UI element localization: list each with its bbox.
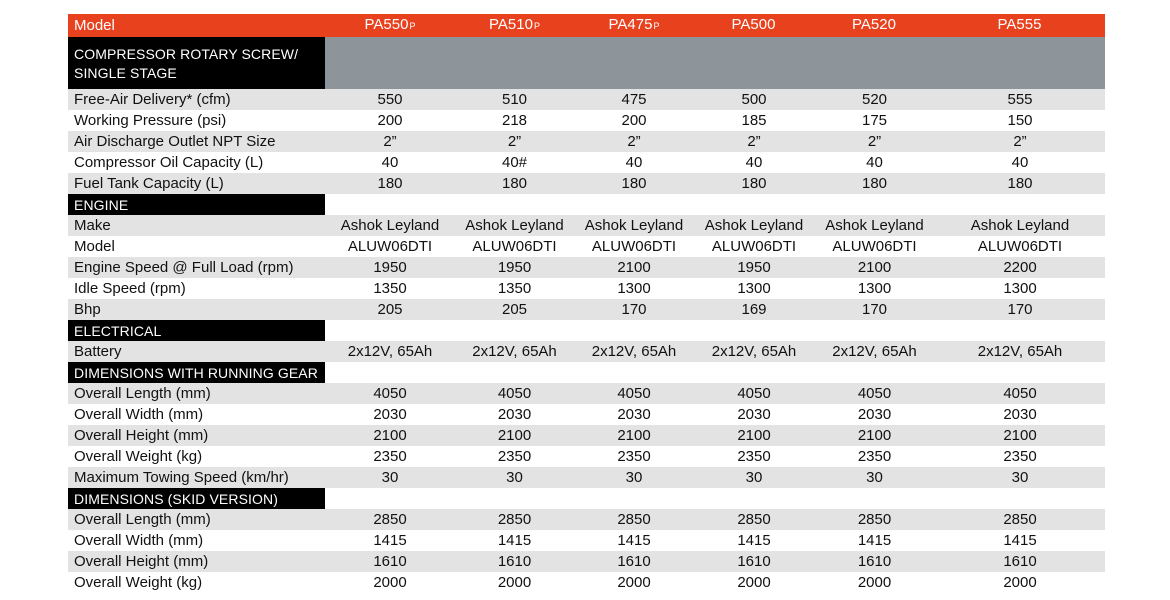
value-cell: ALUW06DTI	[814, 236, 935, 257]
row-label: Engine Speed @ Full Load (rpm)	[68, 257, 325, 278]
value-cell: 2100	[814, 425, 935, 446]
value-cell: 2”	[325, 131, 455, 152]
value-cell: 180	[325, 173, 455, 194]
row-label: Maximum Towing Speed (km/hr)	[68, 467, 325, 488]
value-cell: 2x12V, 65Ah	[694, 341, 814, 362]
value-cell: 2”	[935, 131, 1105, 152]
value-cell: 200	[574, 110, 694, 131]
value-cell: 40	[325, 152, 455, 173]
value-cell: Ashok Leyland	[694, 215, 814, 236]
value-cell: 1610	[455, 551, 574, 572]
table-row	[68, 383, 1105, 404]
value-cell: 40	[694, 152, 814, 173]
value-cell: 2350	[694, 446, 814, 467]
value-cell: 30	[935, 467, 1105, 488]
value-cell: 2030	[455, 404, 574, 425]
row-label: Make	[68, 215, 325, 236]
value-cell: 1415	[574, 530, 694, 551]
value-cell: 30	[574, 467, 694, 488]
model-header-label: Model	[68, 14, 325, 37]
row-label: Overall Length (mm)	[68, 509, 325, 530]
value-cell: 4050	[325, 383, 455, 404]
value-cell: 2350	[574, 446, 694, 467]
value-cell: 2100	[694, 425, 814, 446]
value-cell: 2100	[574, 425, 694, 446]
value-cell: 175	[814, 110, 935, 131]
section-header-electrical	[68, 320, 1105, 341]
value-cell: 1610	[325, 551, 455, 572]
spec-table	[68, 14, 1105, 593]
value-cell: 2030	[325, 404, 455, 425]
value-cell: 2x12V, 65Ah	[325, 341, 455, 362]
value-cell: 1300	[814, 278, 935, 299]
value-cell: 30	[455, 467, 574, 488]
value-cell: 1950	[455, 257, 574, 278]
value-cell: 2850	[455, 509, 574, 530]
section-title: COMPRESSOR ROTARY SCREW/ SINGLE STAGE	[68, 37, 325, 89]
value-cell: 180	[694, 173, 814, 194]
value-cell: 40#	[455, 152, 574, 173]
table-row	[68, 215, 1105, 236]
value-cell: Ashok Leyland	[574, 215, 694, 236]
value-cell: 1415	[325, 530, 455, 551]
value-cell: 2000	[455, 572, 574, 593]
section-title: DIMENSIONS WITH RUNNING GEAR	[68, 362, 325, 383]
value-cell: 550	[325, 89, 455, 110]
value-cell: 180	[814, 173, 935, 194]
table-row	[68, 89, 1105, 110]
section-header-compressor	[68, 37, 1105, 89]
value-cell: 169	[694, 299, 814, 320]
section-title: ENGINE	[68, 194, 325, 215]
value-cell: 170	[935, 299, 1105, 320]
row-label: Air Discharge Outlet NPT Size	[68, 131, 325, 152]
value-cell: 200	[325, 110, 455, 131]
table-row	[68, 341, 1105, 362]
value-cell: 1415	[814, 530, 935, 551]
value-cell: 2000	[935, 572, 1105, 593]
row-label: Working Pressure (psi)	[68, 110, 325, 131]
value-cell: 4050	[694, 383, 814, 404]
header-row	[68, 14, 1105, 37]
value-cell: 1415	[455, 530, 574, 551]
value-cell: 2350	[935, 446, 1105, 467]
value-cell: 2850	[935, 509, 1105, 530]
value-cell: 2350	[325, 446, 455, 467]
value-cell: 520	[814, 89, 935, 110]
table-row	[68, 425, 1105, 446]
table-row	[68, 299, 1105, 320]
section-title: ELECTRICAL	[68, 320, 325, 341]
row-label: Free-Air Delivery* (cfm)	[68, 89, 325, 110]
value-cell: 475	[574, 89, 694, 110]
spec-body	[68, 37, 1105, 593]
value-cell: 2000	[814, 572, 935, 593]
value-cell: 1415	[935, 530, 1105, 551]
row-label: Overall Weight (kg)	[68, 446, 325, 467]
value-cell: 2000	[694, 572, 814, 593]
value-cell: 2350	[814, 446, 935, 467]
value-cell: 2030	[814, 404, 935, 425]
row-label: Overall Height (mm)	[68, 551, 325, 572]
section-band	[325, 362, 1105, 383]
value-cell: 2”	[694, 131, 814, 152]
section-band	[325, 488, 1105, 509]
value-cell: 500	[694, 89, 814, 110]
value-cell: 1950	[325, 257, 455, 278]
model-header-pa550p: PA550P	[325, 14, 455, 37]
value-cell: Ashok Leyland	[325, 215, 455, 236]
value-cell: 1300	[935, 278, 1105, 299]
table-row	[68, 236, 1105, 257]
model-header-pa475p: PA475P	[574, 14, 694, 37]
value-cell: 40	[814, 152, 935, 173]
value-cell: 4050	[574, 383, 694, 404]
value-cell: ALUW06DTI	[574, 236, 694, 257]
value-cell: 1300	[694, 278, 814, 299]
table-row	[68, 404, 1105, 425]
value-cell: 2030	[574, 404, 694, 425]
value-cell: 2850	[694, 509, 814, 530]
table-row	[68, 446, 1105, 467]
value-cell: Ashok Leyland	[814, 215, 935, 236]
row-label: Bhp	[68, 299, 325, 320]
value-cell: 218	[455, 110, 574, 131]
value-cell: 30	[325, 467, 455, 488]
value-cell: ALUW06DTI	[325, 236, 455, 257]
table-row	[68, 572, 1105, 593]
value-cell: 30	[694, 467, 814, 488]
value-cell: 2850	[325, 509, 455, 530]
model-header-pa500: PA500	[694, 14, 814, 37]
value-cell: 4050	[814, 383, 935, 404]
value-cell: 4050	[935, 383, 1105, 404]
value-cell: ALUW06DTI	[455, 236, 574, 257]
section-header-skid	[68, 488, 1105, 509]
value-cell: 170	[574, 299, 694, 320]
table-row	[68, 152, 1105, 173]
value-cell: 180	[574, 173, 694, 194]
value-cell: 1610	[935, 551, 1105, 572]
row-label: Overall Height (mm)	[68, 425, 325, 446]
value-cell: 510	[455, 89, 574, 110]
value-cell: 2850	[574, 509, 694, 530]
value-cell: 150	[935, 110, 1105, 131]
table-row	[68, 278, 1105, 299]
value-cell: Ashok Leyland	[455, 215, 574, 236]
section-band	[325, 194, 1105, 215]
value-cell: 1610	[814, 551, 935, 572]
value-cell: 205	[325, 299, 455, 320]
value-cell: Ashok Leyland	[935, 215, 1105, 236]
value-cell: 2x12V, 65Ah	[814, 341, 935, 362]
value-cell: 40	[935, 152, 1105, 173]
value-cell: 1950	[694, 257, 814, 278]
table-row	[68, 467, 1105, 488]
row-label: Compressor Oil Capacity (L)	[68, 152, 325, 173]
table-row	[68, 509, 1105, 530]
section-header-running-gear	[68, 362, 1105, 383]
value-cell: 2000	[574, 572, 694, 593]
row-label: Overall Length (mm)	[68, 383, 325, 404]
value-cell: 2100	[574, 257, 694, 278]
table-row	[68, 110, 1105, 131]
value-cell: 2030	[935, 404, 1105, 425]
value-cell: 180	[455, 173, 574, 194]
row-label: Fuel Tank Capacity (L)	[68, 173, 325, 194]
value-cell: 2000	[325, 572, 455, 593]
value-cell: 2”	[814, 131, 935, 152]
value-cell: 2100	[325, 425, 455, 446]
value-cell: ALUW06DTI	[935, 236, 1105, 257]
section-title: DIMENSIONS (SKID VERSION)	[68, 488, 325, 509]
value-cell: 40	[574, 152, 694, 173]
value-cell: 1300	[574, 278, 694, 299]
value-cell: 2200	[935, 257, 1105, 278]
table-row	[68, 257, 1105, 278]
value-cell: 30	[814, 467, 935, 488]
value-cell: 2”	[455, 131, 574, 152]
value-cell: 2”	[574, 131, 694, 152]
value-cell: 555	[935, 89, 1105, 110]
table-row	[68, 530, 1105, 551]
value-cell: 1350	[325, 278, 455, 299]
table-row	[68, 131, 1105, 152]
value-cell: 2100	[814, 257, 935, 278]
row-label: Overall Width (mm)	[68, 530, 325, 551]
value-cell: 1350	[455, 278, 574, 299]
section-band	[325, 37, 1105, 89]
model-header-pa510p: PA510P	[455, 14, 574, 37]
section-band	[325, 320, 1105, 341]
table-row	[68, 551, 1105, 572]
value-cell: 2100	[455, 425, 574, 446]
value-cell: 185	[694, 110, 814, 131]
value-cell: 2x12V, 65Ah	[455, 341, 574, 362]
value-cell: 2030	[694, 404, 814, 425]
value-cell: 205	[455, 299, 574, 320]
model-header-pa555: PA555	[935, 14, 1105, 37]
value-cell: 2x12V, 65Ah	[574, 341, 694, 362]
value-cell: 4050	[455, 383, 574, 404]
row-label: Battery	[68, 341, 325, 362]
value-cell: 1415	[694, 530, 814, 551]
value-cell: 180	[935, 173, 1105, 194]
value-cell: 1610	[694, 551, 814, 572]
row-label: Idle Speed (rpm)	[68, 278, 325, 299]
value-cell: 2100	[935, 425, 1105, 446]
value-cell: 170	[814, 299, 935, 320]
value-cell: 2850	[814, 509, 935, 530]
row-label: Model	[68, 236, 325, 257]
value-cell: 1610	[574, 551, 694, 572]
row-label: Overall Width (mm)	[68, 404, 325, 425]
row-label: Overall Weight (kg)	[68, 572, 325, 593]
model-header-pa520: PA520	[814, 14, 935, 37]
table-row	[68, 173, 1105, 194]
value-cell: ALUW06DTI	[694, 236, 814, 257]
value-cell: 2350	[455, 446, 574, 467]
value-cell: 2x12V, 65Ah	[935, 341, 1105, 362]
section-header-engine	[68, 194, 1105, 215]
